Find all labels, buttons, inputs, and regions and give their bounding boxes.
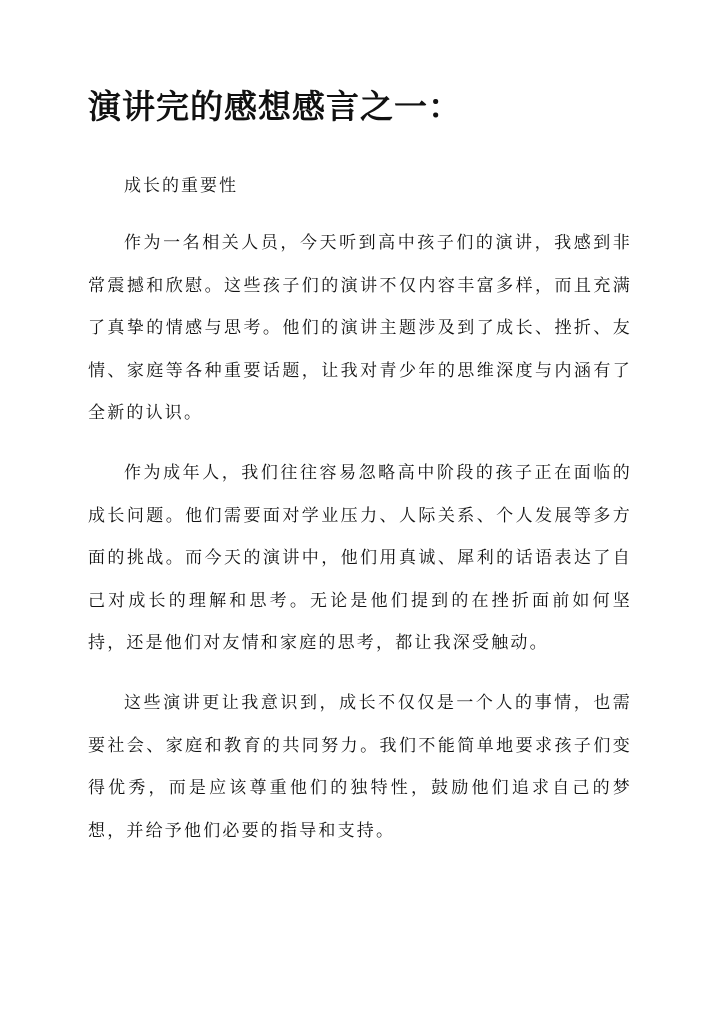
- paragraph-2: 作为成年人，我们往往容易忽略高中阶段的孩子正在面临的成长问题。他们需要面对学业压力、人际关系、个人发展等多方面的挑战。而今天的演讲中，他们用真诚、犀利的话语表达了自己对成长的理解和思考。无论是他们提到的在挫折面前如何坚持，还是他们对友情和家庭的思考，都让我深受触动。: [88, 463, 632, 654]
- section-subtitle: 成长的重要性: [124, 176, 238, 196]
- paragraph-3: 这些演讲更让我意识到，成长不仅仅是一个人的事情，也需要社会、家庭和教育的共同努力。我们不能简单地要求孩子们变得优秀，而是应该尊重他们的独特性，鼓励他们追求自己的梦想，并给予他们必要的指导和支持。: [88, 693, 632, 841]
- paragraph-1: 作为一名相关人员，今天听到高中孩子们的演讲，我感到非常震撼和欣慰。这些孩子们的演讲不仅内容丰富多样，而且充满了真挚的情感与思考。他们的演讲主题涉及到了成长、挫折、友情、家庭等各种重要话题，让我对青少年的思维深度与内涵有了全新的认识。: [88, 233, 632, 424]
- document-title: 演讲完的感想感言之一：: [88, 87, 462, 126]
